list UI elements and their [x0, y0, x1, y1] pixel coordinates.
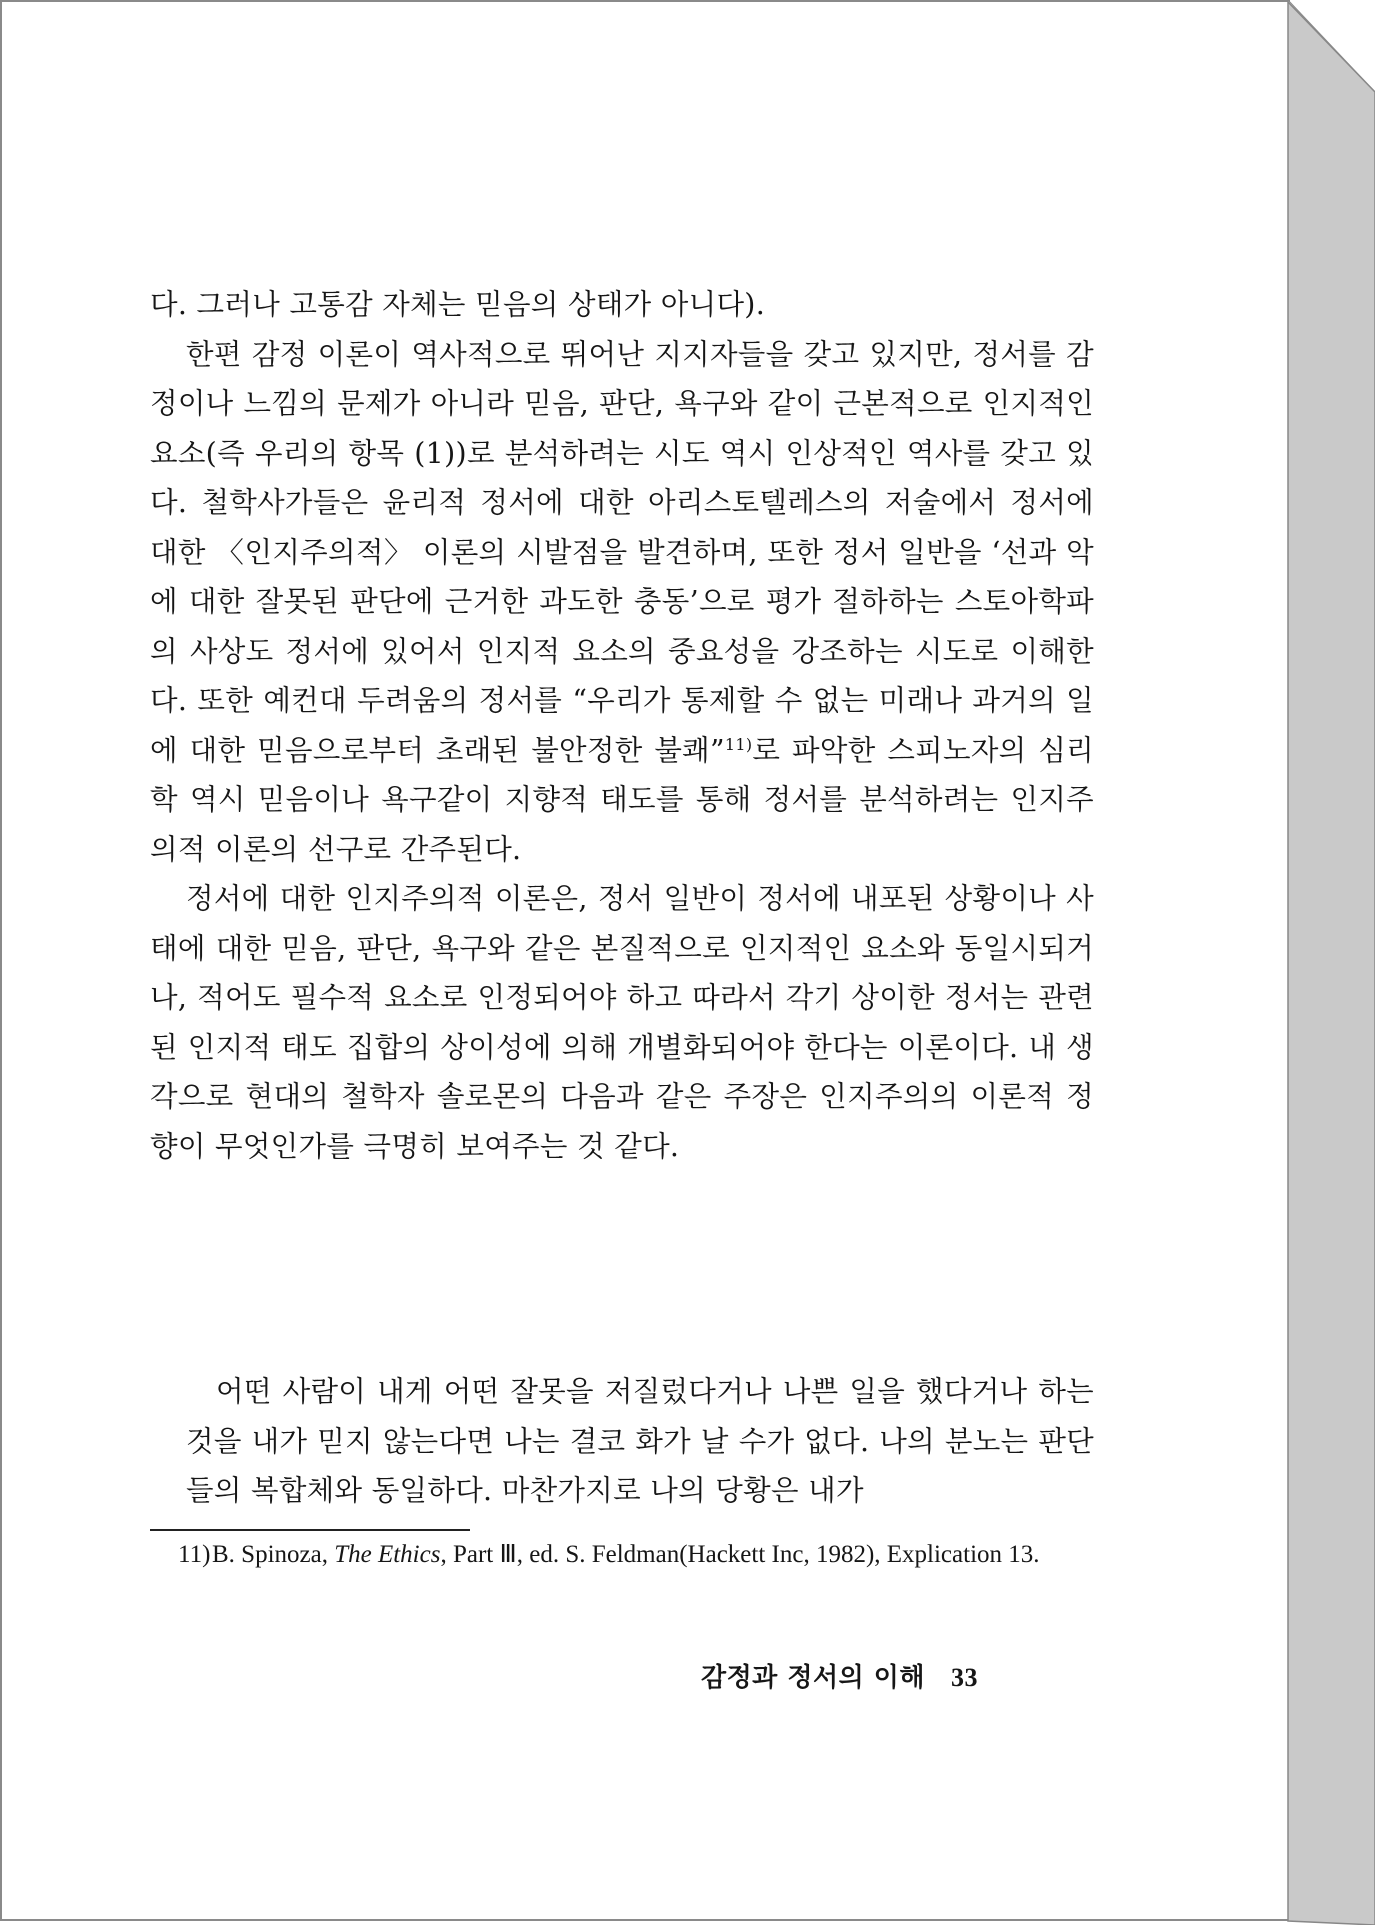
- footnote-text-after: , Part Ⅲ, ed. S. Feldman(Hackett Inc, 1982), Explication 13.: [440, 1541, 1040, 1568]
- page-number: 33: [951, 1663, 978, 1692]
- footnote-title: The Ethics: [334, 1541, 441, 1568]
- paragraph-emotion-theory-text-cont: 로 파악한 스피노자의 심리학 역시 믿음이나 욕구같이 지향적 태도를 통해 정서를 분석하려는 인지주의적 이론의 선구로 간주된다.: [150, 733, 1094, 866]
- paragraph-continuation: 다. 그러나 고통감 자체는 믿음의 상태가 아니다).: [150, 288, 766, 321]
- running-title: 감정과 정서의 이해: [700, 1663, 925, 1693]
- block-quote: 어떤 사람이 내게 어떤 잘못을 저질렀다거나 나쁜 일을 했다거나 하는 것을 내가 믿지 않는다면 나는 결코 화가 날 수가 없다. 나의 분노는 판단들의 복합체와 동일하다. 마찬가지로 나의 당황은 내가: [186, 1375, 1094, 1507]
- footnote-text-before: B. Spinoza,: [212, 1541, 335, 1568]
- paragraph-cognitivism: 정서에 대한 인지주의적 이론은, 정서 일반이 정서에 내포된 상황이나 사태에 대한 믿음, 판단, 욕구와 같은 본질적으로 인지적인 요소와 동일시되거나, 적어도 필수적 요소로 인정되어야 하고 따라서 각기 상이한 정서는 관련된 인지적 태도 집합의 상이성에 의해 개별화되어야 한다는 이론이다. 내 생각으로 현대의 철학자 솔로몬의 다음과 같은 주장은 인지주의의 이론적 정향이 무엇인가를 극명히 보여주는 것 같다.: [150, 882, 1094, 1163]
- footnote-number: 11): [178, 1541, 211, 1568]
- footnote-reference: 11): [724, 734, 753, 754]
- paragraph-emotion-theory-text: 한편 감정 이론이 역사적으로 뛰어난 지지자들을 갖고 있지만, 정서를 감정이나 느낌의 문제가 아니라 믿음, 판단, 욕구와 같이 근본적으로 인지적인 요소(즉 우리의 항목 (1))로 분석하려는 시도 역시 인상적인 역사를 갖고 있다. 철학사가들은 윤리적 정서에 대한 아리스토텔레스의 저술에서 정서에 대한 〈인지주의적〉 이론의 시발점을 발견하며, 또한 정서 일반을 ‘선과 악에 대한 잘못된 판단에 근거한 과도한 충동’으로 평가 절하하는 스토아학파의 사상도 정서에 있어서 인지적 요소의 중요성을 강조하는 시도로 이해한다. 또한 예컨대 두려움의 정서를 “우리가 통제할 수 없는 미래나 과거의 일에 대한 믿음으로부터 초래된 불안정한 불쾌”: [150, 337, 1094, 767]
- page-stack-side-face: [1288, 2, 1375, 1925]
